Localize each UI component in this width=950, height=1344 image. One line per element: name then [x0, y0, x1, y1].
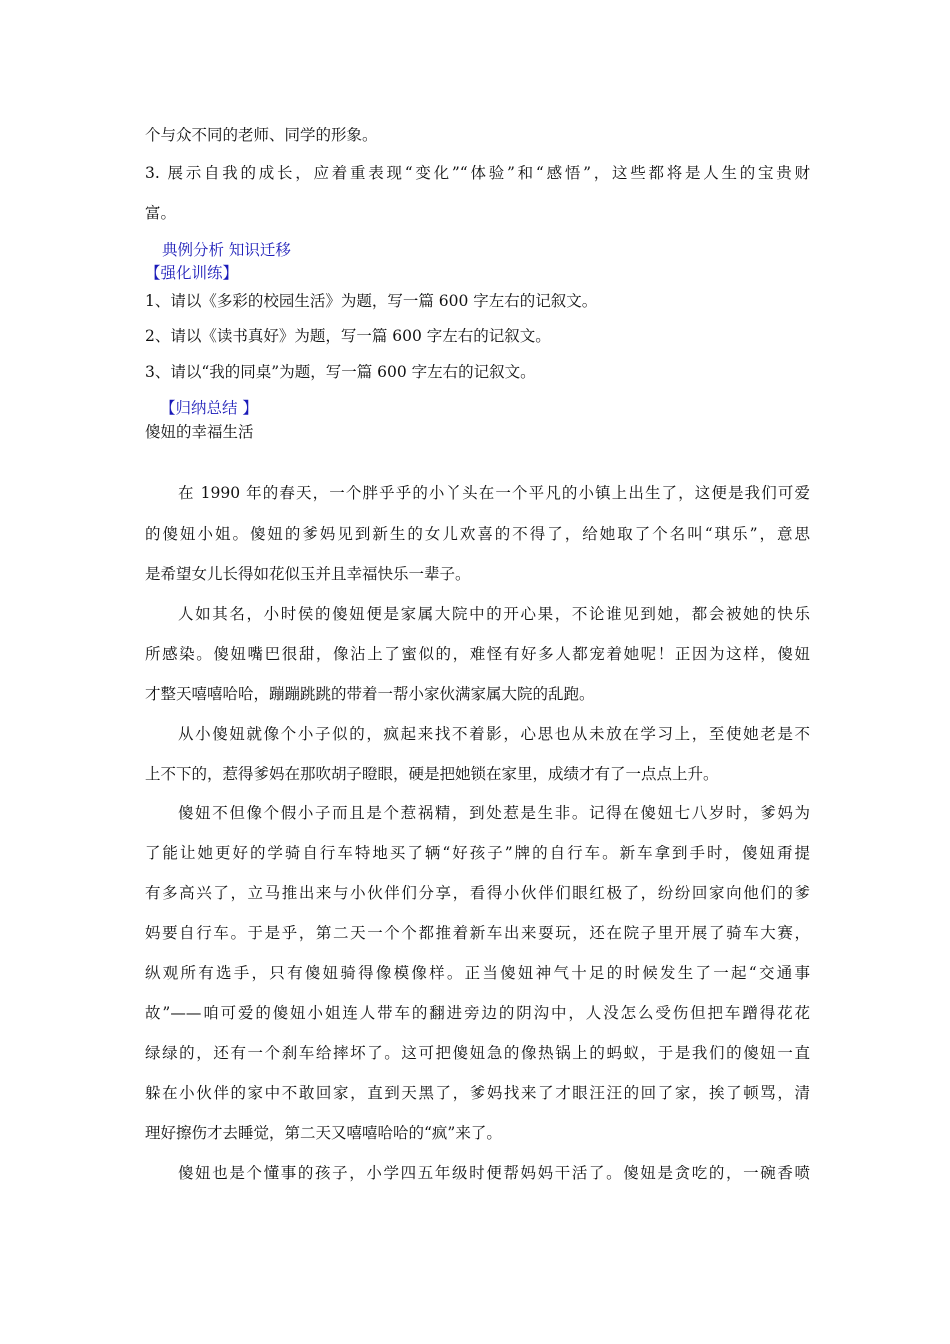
intro-line-2: 3. 展示自我的成长，应着重表现“变化”“体验”和“感悟”，这些都将是人生的宝贵财 [145, 164, 810, 182]
essay-line: 傻妞不但像个假小子而且是个惹祸精，到处惹是生非。记得在傻妞七八岁时，爹妈为 [178, 804, 810, 822]
essay-line: 妈要自行车。于是乎，第二天一个个都推着新车出来耍玩，还在院子里开展了骑车大赛， [145, 924, 810, 942]
essay-line: 上不下的，惹得爹妈在那吹胡子瞪眼，硬是把她锁在家里，成绩才有了一点点上升。 [145, 765, 719, 783]
essay-title: 傻妞的幸福生活 [145, 423, 254, 441]
essay-line: 理好擦伤才去睡觉，第二天又嘻嘻哈哈的“疯”来了。 [145, 1124, 502, 1142]
training-item-3: 3、请以“我的同桌”为题，写一篇 600 字左右的记叙文。 [145, 363, 536, 381]
training-item-2: 2、请以《读书真好》为题，写一篇 600 字左右的记叙文。 [145, 327, 551, 345]
essay-line: 纵观所有选手，只有傻妞骑得像模像样。正当傻妞神气十足的时候发生了一起“交通事 [145, 964, 810, 982]
training-item-1: 1、请以《多彩的校园生活》为题，写一篇 600 字左右的记叙文。 [145, 292, 598, 310]
essay-line: 有多高兴了，立马推出来与小伙伴们分享，看得小伙伴们眼红极了，纷纷回家向他们的爹 [145, 884, 810, 902]
example-analysis-heading: 典例分析 知识迁移 [162, 241, 291, 259]
essay-line: 所感染。傻妞嘴巴很甜，像沾上了蜜似的，难怪有好多人都宠着她呢！正因为这样，傻妞 [145, 645, 810, 663]
intro-line-3: 富。 [145, 204, 177, 222]
essay-line: 傻妞也是个懂事的孩子，小学四五年级时便帮妈妈干活了。傻妞是贪吃的，一碗香喷 [178, 1164, 810, 1182]
essay-line: 了能让她更好的学骑自行车特地买了辆“好孩子”牌的自行车。新车拿到手时，傻妞甭提 [145, 844, 810, 862]
intro-line-1: 个与众不同的老师、同学的形象。 [145, 126, 378, 144]
essay-line: 从小傻妞就像个小子似的，疯起来找不着影，心思也从未放在学习上，至使她老是不 [178, 725, 810, 743]
essay-line: 的傻妞小姐。傻妞的爹妈见到新生的女儿欢喜的不得了，给她取了个名叫“琪乐”，意思 [145, 525, 810, 543]
essay-line: 故”——咱可爱的傻妞小姐连人带车的翻进旁边的阴沟中，人没怎么受伤但把车蹭得花花 [145, 1004, 810, 1022]
essay-line: 躲在小伙伴的家中不敢回家，直到天黑了，爹妈找来了才眼汪汪的回了家，挨了顿骂，清 [145, 1084, 810, 1102]
essay-line: 才整天嘻嘻哈哈，蹦蹦跳跳的带着一帮小家伙满家属大院的乱跑。 [145, 685, 595, 703]
essay-line: 是希望女儿长得如花似玉并且幸福快乐一辈子。 [145, 565, 471, 583]
essay-line: 人如其名，小时侯的傻妞便是家属大院中的开心果，不论谁见到她，都会被她的快乐 [178, 605, 810, 623]
summary-heading: 【归纳总结 】 [160, 399, 258, 417]
training-heading: 【强化训练】 [145, 264, 239, 282]
essay-line: 绿绿的，还有一个刹车给摔坏了。这可把傻妞急的像热锅上的蚂蚁，于是我们的傻妞一直 [145, 1044, 810, 1062]
essay-line: 在 1990 年的春天，一个胖乎乎的小丫头在一个平凡的小镇上出生了，这便是我们可爱 [178, 484, 810, 502]
